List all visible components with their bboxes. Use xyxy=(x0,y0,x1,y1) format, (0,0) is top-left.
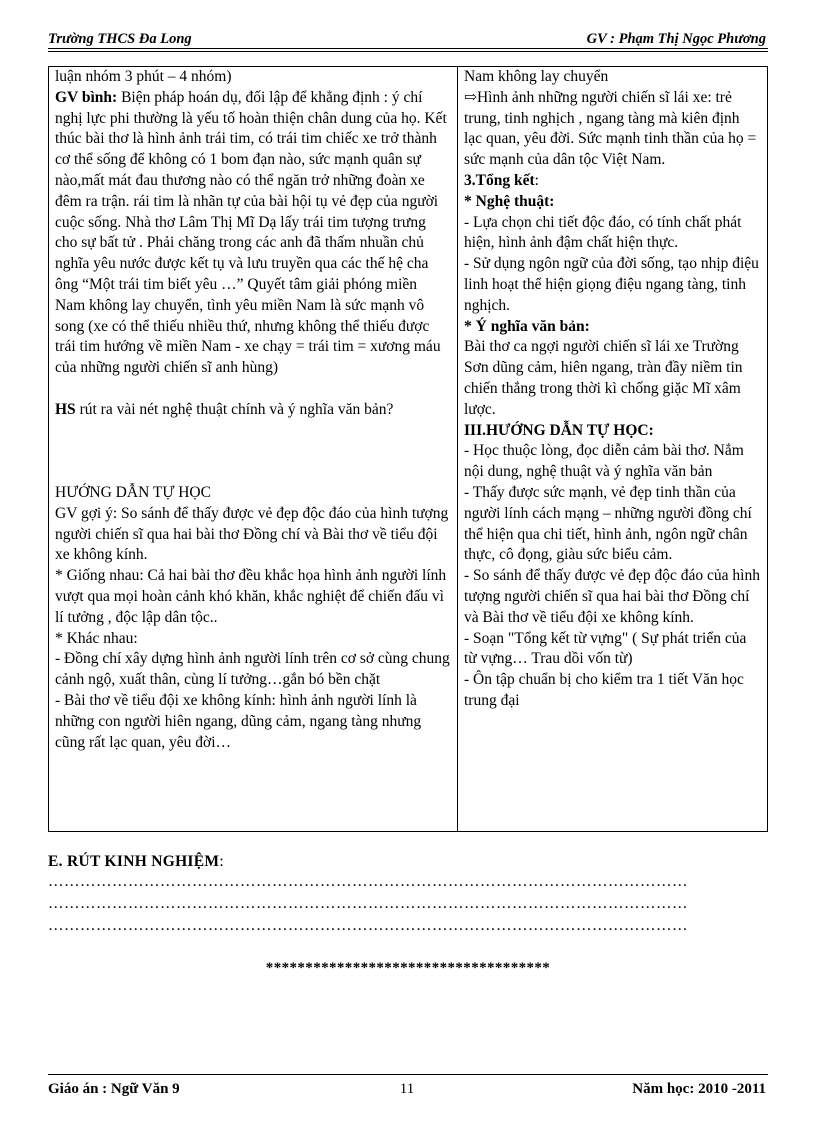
experience-title: E. RÚT KINH NGHIỆM xyxy=(48,853,220,870)
guide-paragraph-5: - Bài thơ về tiểu đội xe không kính: hình ảnh người lính là những con người hiên ngang, dũng cảm, ngang tàng nhưng cũng rất lạc quan, yêu đời… xyxy=(55,691,422,751)
header-rule-double xyxy=(48,51,768,52)
gv-label: GV bình: xyxy=(55,88,118,106)
self-study-item-2: - Thấy được sức mạnh, vẻ đẹp tinh thần của người lính cách mạng – những người đồng chí thể hiện qua chi tiết, hình ảnh, ngôn ngữ chân thực, cô đọng, giàu sức biểu cảm. xyxy=(464,483,752,564)
meaning-title: * Ý nghĩa văn bản: xyxy=(464,317,590,335)
right-line-1: Nam không lay chuyển xyxy=(464,68,609,85)
footer-subject: Giáo án : Ngữ Văn 9 xyxy=(48,1081,180,1097)
self-study-item-3: - So sánh để thấy được vẻ đẹp độc đáo của hình tượng người chiến sĩ qua hai bài thơ Đồng chí và Bài thơ về tiểu đội xe không kính. xyxy=(464,567,760,626)
experience-line-3: ………………………………………………………………………………………………………… xyxy=(48,917,688,934)
guide-paragraph-3: * Khác nhau: xyxy=(55,629,138,647)
art-item-1: - Lựa chọn chi tiết độc đáo, có tính chất phát hiện, hình ảnh đậm chất hiện thực. xyxy=(464,213,742,252)
gv-comment xyxy=(55,88,451,379)
lesson-table xyxy=(48,66,768,832)
self-study-item-4: - Soạn "Tổng kết từ vựng" ( Sự phát triển của từ vựng… Trau dồi vốn từ) xyxy=(464,629,747,668)
hs-question xyxy=(55,400,451,421)
self-study-item-1: - Học thuộc lòng, đọc diễn cảm bài thơ. Nắm nội dung, nghệ thuật và ý nghĩa văn bản xyxy=(464,442,744,481)
page-header xyxy=(48,29,766,49)
school-name: Trường THCS Đa Long xyxy=(48,31,192,47)
right-column xyxy=(458,67,768,832)
page-number: 11 xyxy=(399,1081,415,1097)
hs-question-text: rút ra vài nét nghệ thuật chính và ý nghĩa văn bản? xyxy=(75,400,394,418)
left-line-1: luận nhóm 3 phút – 4 nhóm) xyxy=(55,68,232,85)
art-title: * Nghệ thuật: xyxy=(464,192,555,210)
meaning-text: Bài thơ ca ngợi người chiến sĩ lái xe Trường Sơn dũng cảm, hiên ngang, tràn đầy niềm tin chiến thắng trong thời kì chống giặc Mĩ xâm lược. xyxy=(464,338,743,418)
art-item-2: - Sử dụng ngôn ngữ của đời sống, tạo nhịp điệu linh hoạt thể hiện giọng điệu ngang tàng, tinh nghịch. xyxy=(464,255,759,314)
experience-line-2: ………………………………………………………………………………………………………… xyxy=(48,895,688,912)
self-study-title: III.HƯỚNG DẪN TỰ HỌC: xyxy=(464,421,654,439)
experience-line-1: ………………………………………………………………………………………………………… xyxy=(48,873,688,890)
gv-comment-text: Biện pháp hoán dụ, đối lập để khẳng định : ý chí nghị lực phi thường là yếu tố hoàn thiện chân dung của họ. Kết thúc bài thơ là hình ảnh trái tim, có trái tim chiếc xe trở thành cơ thể sống để không có 1 bom đạn nào, sức mạnh quân sự nào,mất mát đau thương nào có thể ngăn trở những đoàn xe đêm ra trận. rái tim là nhãn tự của bài hội tụ vẻ đẹp của người cuộc sống. Nhà thơ Lâm Thị Mĩ Dạ lấy trái tim tượng trưng cho sự bất tử . Phải chăng trong các anh đã thấm nhuần chủ nghĩa yêu nước được kết tụ và lưu truyền qua các thế hệ cha ông “Một trái tim biết yêu …” Quyết tâm giải phóng miền Nam không lay chuyển, tình yêu miền Nam là sức mạnh vô song (xe có thể thiếu nhiều thứ, nhưng không thể thiếu được trái tim hướng về miền Nam - xe chạy = trái tim = xương máu của những người chiến sĩ anh hùng) xyxy=(55,88,447,377)
guide-paragraph-1: GV gợi ý: So sánh để thấy được vẻ đẹp độc đáo của hình tượng người chiến sĩ qua hai bài thơ Đồng chí và Bài thơ về tiểu đội xe không kính. xyxy=(55,504,449,564)
experience-heading: E. RÚT KINH NGHIỆM: xyxy=(48,853,224,870)
footer-rule xyxy=(48,1074,768,1075)
self-study-item-5: - Ôn tập chuẩn bị cho kiểm tra 1 tiết Văn học trung đại xyxy=(464,671,744,709)
footer-school-year: Năm học: 2010 -2011 xyxy=(632,1081,766,1097)
guide-title: HƯỚNG DẪN TỰ HỌC xyxy=(55,483,211,501)
header-rule xyxy=(48,48,768,49)
guide-paragraph-4: - Đồng chí xây dựng hình ảnh người lính trên cơ sở cùng chung cảnh ngộ, xuất thân, cùng lí tưởng…gắn bó bền chặt xyxy=(55,650,450,689)
page-footer xyxy=(48,1081,766,1101)
summary-title: 3.Tổng kết: xyxy=(464,171,539,189)
experience-section xyxy=(48,853,768,937)
guide-paragraph-2: * Giống nhau: Cả hai bài thơ đều khắc họa hình ảnh người lính vượt qua mọi hoàn cảnh khó khăn, khắc nghiệt để chiến đấu vì lí tưởng , độc lập dân tộc.. xyxy=(55,567,447,626)
left-column xyxy=(49,67,458,832)
separator-stars: ************************************ xyxy=(265,960,551,976)
right-conclusion: ⇨Hình ảnh những người chiến sĩ lái xe: trẻ trung, tinh nghịch , ngang tàng mà kiên định lạc quan, yêu đời. Sức mạnh tinh thần của họ = sức mạnh của dân tộc Việt Nam. xyxy=(464,88,757,169)
hs-label: HS xyxy=(55,400,76,418)
teacher-name: GV : Phạm Thị Ngọc Phương xyxy=(586,31,766,47)
